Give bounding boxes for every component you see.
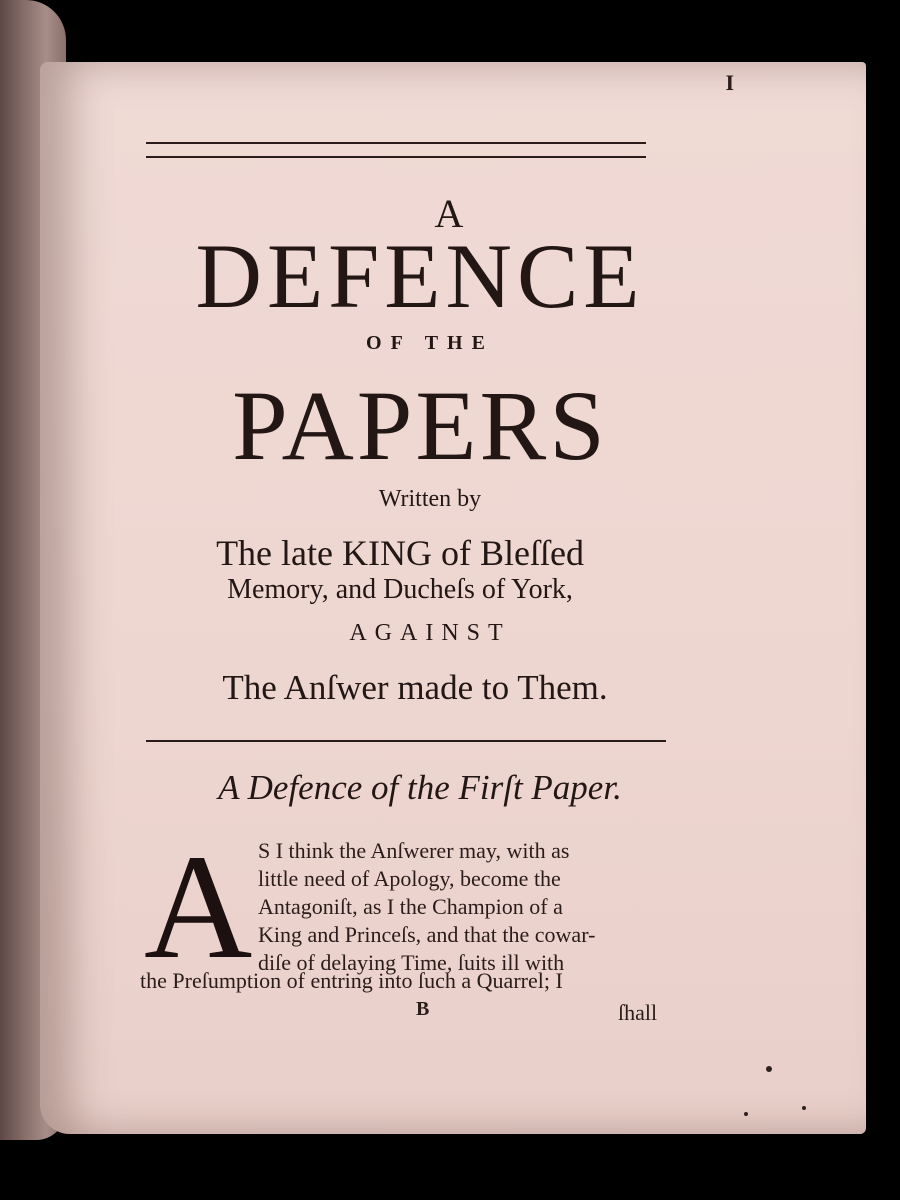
signature-mark: B — [416, 998, 430, 1020]
section-title: A Defence of the Firſt Paper. — [218, 768, 622, 807]
body-line: diſe of delaying Time, ſuits ill with — [258, 950, 565, 975]
title-article: A — [434, 191, 466, 236]
section-rule — [146, 740, 666, 742]
ink-spot — [744, 1112, 748, 1116]
ink-spot — [802, 1106, 806, 1110]
title-memory-line: Memory, and Ducheſs of York, — [227, 574, 573, 605]
top-rule-upper — [146, 142, 646, 144]
body-line: Antagoniſt, as I the Champion of a — [258, 894, 563, 919]
title-king-line: The late KING of Bleſſed — [216, 533, 584, 573]
body-line: S I think the Anſwerer may, with as — [258, 838, 570, 863]
title-written-by: Written by — [378, 486, 482, 512]
title-answer-line: The Anſwer made to Them. — [222, 668, 608, 707]
page-number: I — [725, 70, 734, 95]
title-defence: DEFENCE — [195, 225, 645, 327]
title-of-the: OF THE — [366, 332, 494, 354]
drop-cap: A — [144, 824, 253, 990]
ink-spot — [766, 1066, 772, 1072]
top-rule-lower — [146, 156, 646, 158]
body-line: the Preſumption of entring into ſuch a Quarrel; I — [140, 968, 563, 993]
catchword: ſhall — [618, 1000, 658, 1025]
body-line: King and Princeſs, and that the cowar- — [258, 922, 596, 947]
title-papers: PAPERS — [232, 370, 608, 481]
body-line: little need of Apology, become the — [258, 866, 561, 891]
title-against: AGAINST — [349, 620, 511, 646]
book-page — [40, 62, 866, 1134]
